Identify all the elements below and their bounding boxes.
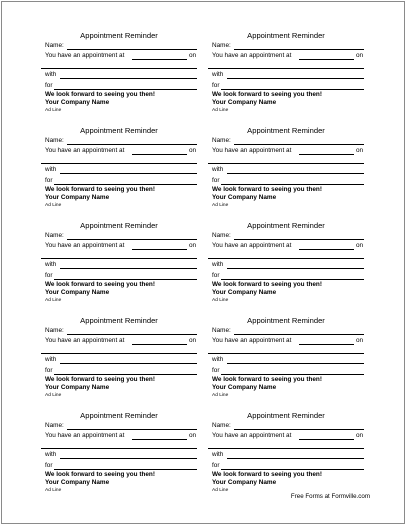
card-title: Appointment Reminder: [80, 411, 158, 420]
with-label: with: [212, 451, 224, 458]
name-label: Name:: [45, 327, 64, 334]
name-label: Name:: [45, 42, 64, 49]
name-field-line[interactable]: [234, 49, 364, 50]
closing-text: We look forward to seeing you then!: [45, 281, 155, 288]
date-field-line[interactable]: [41, 163, 197, 164]
card-title: Appointment Reminder: [80, 221, 158, 230]
reminder-card: [41, 31, 197, 119]
reminder-card: [208, 126, 364, 214]
company-name: Your Company Name: [45, 384, 110, 391]
name-label: Name:: [45, 422, 64, 429]
date-field-line[interactable]: [41, 448, 197, 449]
time-field-line[interactable]: [299, 439, 354, 440]
for-label: for: [212, 177, 220, 184]
for-field-line[interactable]: [54, 279, 197, 280]
name-label: Name:: [212, 232, 231, 239]
closing-text: We look forward to seeing you then!: [45, 91, 155, 98]
name-field-line[interactable]: [67, 239, 197, 240]
reminder-card: [41, 411, 197, 499]
for-field-line[interactable]: [221, 469, 364, 470]
card-title: Appointment Reminder: [247, 31, 325, 40]
reminder-card: [208, 316, 364, 404]
time-field-line[interactable]: [132, 154, 187, 155]
date-field-line[interactable]: [208, 68, 364, 69]
for-field-line[interactable]: [221, 89, 364, 90]
date-field-line[interactable]: [208, 258, 364, 259]
name-field-line[interactable]: [67, 144, 197, 145]
on-label: on: [189, 147, 197, 154]
card-title: Appointment Reminder: [247, 316, 325, 325]
reminder-card: [208, 221, 364, 309]
name-field-line[interactable]: [234, 334, 364, 335]
time-field-line[interactable]: [132, 439, 187, 440]
closing-text: We look forward to seeing you then!: [212, 186, 322, 193]
reminder-card: [41, 126, 197, 214]
on-label: on: [356, 147, 364, 154]
for-label: for: [212, 367, 220, 374]
ad-line: Ad Line: [212, 393, 229, 398]
with-label: with: [45, 166, 57, 173]
card-title: Appointment Reminder: [80, 31, 158, 40]
name-field-line[interactable]: [67, 429, 197, 430]
company-name: Your Company Name: [212, 194, 277, 201]
ad-line: Ad Line: [212, 488, 229, 493]
closing-text: We look forward to seeing you then!: [45, 186, 155, 193]
with-label: with: [212, 356, 224, 363]
closing-text: We look forward to seeing you then!: [212, 91, 322, 98]
date-field-line[interactable]: [208, 353, 364, 354]
with-label: with: [45, 71, 57, 78]
for-label: for: [212, 272, 220, 279]
ad-line: Ad Line: [212, 108, 229, 113]
for-field-line[interactable]: [54, 184, 197, 185]
with-field-line[interactable]: [60, 268, 197, 269]
reminder-card: [208, 411, 364, 499]
with-field-line[interactable]: [60, 173, 197, 174]
on-label: on: [189, 337, 197, 344]
for-field-line[interactable]: [54, 374, 197, 375]
date-field-line[interactable]: [41, 353, 197, 354]
appointment-label: You have an appointment at: [212, 432, 292, 439]
card-title: Appointment Reminder: [247, 411, 325, 420]
for-label: for: [45, 462, 53, 469]
company-name: Your Company Name: [212, 384, 277, 391]
company-name: Your Company Name: [212, 289, 277, 296]
appointment-label: You have an appointment at: [212, 147, 292, 154]
time-field-line[interactable]: [299, 154, 354, 155]
with-field-line[interactable]: [60, 78, 197, 79]
time-field-line[interactable]: [132, 249, 187, 250]
name-field-line[interactable]: [67, 334, 197, 335]
on-label: on: [356, 337, 364, 344]
for-field-line[interactable]: [54, 89, 197, 90]
ad-line: Ad Line: [212, 203, 229, 208]
company-name: Your Company Name: [45, 289, 110, 296]
card-title: Appointment Reminder: [247, 221, 325, 230]
appointment-label: You have an appointment at: [45, 242, 125, 249]
with-field-line[interactable]: [60, 458, 197, 459]
date-field-line[interactable]: [41, 68, 197, 69]
appointment-label: You have an appointment at: [45, 52, 125, 59]
ad-line: Ad Line: [45, 488, 62, 493]
company-name: Your Company Name: [212, 99, 277, 106]
for-label: for: [45, 367, 53, 374]
closing-text: We look forward to seeing you then!: [212, 471, 322, 478]
date-field-line[interactable]: [208, 448, 364, 449]
ad-line: Ad Line: [212, 298, 229, 303]
with-label: with: [212, 166, 224, 173]
for-field-line[interactable]: [221, 279, 364, 280]
closing-text: We look forward to seeing you then!: [45, 376, 155, 383]
company-name: Your Company Name: [45, 194, 110, 201]
company-name: Your Company Name: [212, 479, 277, 486]
name-label: Name:: [212, 327, 231, 334]
ad-line: Ad Line: [45, 108, 62, 113]
for-field-line[interactable]: [221, 184, 364, 185]
with-field-line[interactable]: [227, 78, 364, 79]
with-field-line[interactable]: [227, 173, 364, 174]
time-field-line[interactable]: [132, 59, 187, 60]
appointment-label: You have an appointment at: [45, 147, 125, 154]
closing-text: We look forward to seeing you then!: [212, 281, 322, 288]
closing-text: We look forward to seeing you then!: [212, 376, 322, 383]
company-name: Your Company Name: [45, 479, 110, 486]
for-label: for: [45, 82, 53, 89]
name-label: Name:: [212, 137, 231, 144]
appointment-label: You have an appointment at: [212, 242, 292, 249]
on-label: on: [189, 432, 197, 439]
for-label: for: [212, 462, 220, 469]
date-field-line[interactable]: [41, 258, 197, 259]
appointment-label: You have an appointment at: [45, 432, 125, 439]
closing-text: We look forward to seeing you then!: [45, 471, 155, 478]
for-label: for: [45, 272, 53, 279]
time-field-line[interactable]: [299, 59, 354, 60]
on-label: on: [356, 432, 364, 439]
footer-credit: Free Forms at Formville.com: [290, 493, 370, 500]
reminder-card: [41, 221, 197, 309]
name-label: Name:: [212, 422, 231, 429]
on-label: on: [189, 242, 197, 249]
for-field-line[interactable]: [54, 469, 197, 470]
ad-line: Ad Line: [45, 298, 62, 303]
with-label: with: [45, 261, 57, 268]
appointment-label: You have an appointment at: [212, 337, 292, 344]
name-label: Name:: [212, 42, 231, 49]
appointment-label: You have an appointment at: [45, 337, 125, 344]
on-label: on: [356, 242, 364, 249]
name-field-line[interactable]: [234, 239, 364, 240]
name-label: Name:: [45, 232, 64, 239]
name-field-line[interactable]: [234, 429, 364, 430]
with-field-line[interactable]: [60, 363, 197, 364]
date-field-line[interactable]: [208, 163, 364, 164]
with-field-line[interactable]: [227, 363, 364, 364]
time-field-line[interactable]: [299, 249, 354, 250]
name-field-line[interactable]: [67, 49, 197, 50]
ad-line: Ad Line: [45, 203, 62, 208]
with-label: with: [45, 451, 57, 458]
card-title: Appointment Reminder: [247, 126, 325, 135]
with-label: with: [45, 356, 57, 363]
with-field-line[interactable]: [227, 268, 364, 269]
for-label: for: [45, 177, 53, 184]
appointment-label: You have an appointment at: [212, 52, 292, 59]
ad-line: Ad Line: [45, 393, 62, 398]
reminder-card: [41, 316, 197, 404]
card-title: Appointment Reminder: [80, 126, 158, 135]
card-title: Appointment Reminder: [80, 316, 158, 325]
time-field-line[interactable]: [132, 344, 187, 345]
for-field-line[interactable]: [221, 374, 364, 375]
time-field-line[interactable]: [299, 344, 354, 345]
on-label: on: [189, 52, 197, 59]
with-label: with: [212, 71, 224, 78]
name-field-line[interactable]: [234, 144, 364, 145]
with-label: with: [212, 261, 224, 268]
reminder-card: [208, 31, 364, 119]
with-field-line[interactable]: [227, 458, 364, 459]
on-label: on: [356, 52, 364, 59]
company-name: Your Company Name: [45, 99, 110, 106]
reminder-sheet: [1, 1, 405, 524]
for-label: for: [212, 82, 220, 89]
name-label: Name:: [45, 137, 64, 144]
